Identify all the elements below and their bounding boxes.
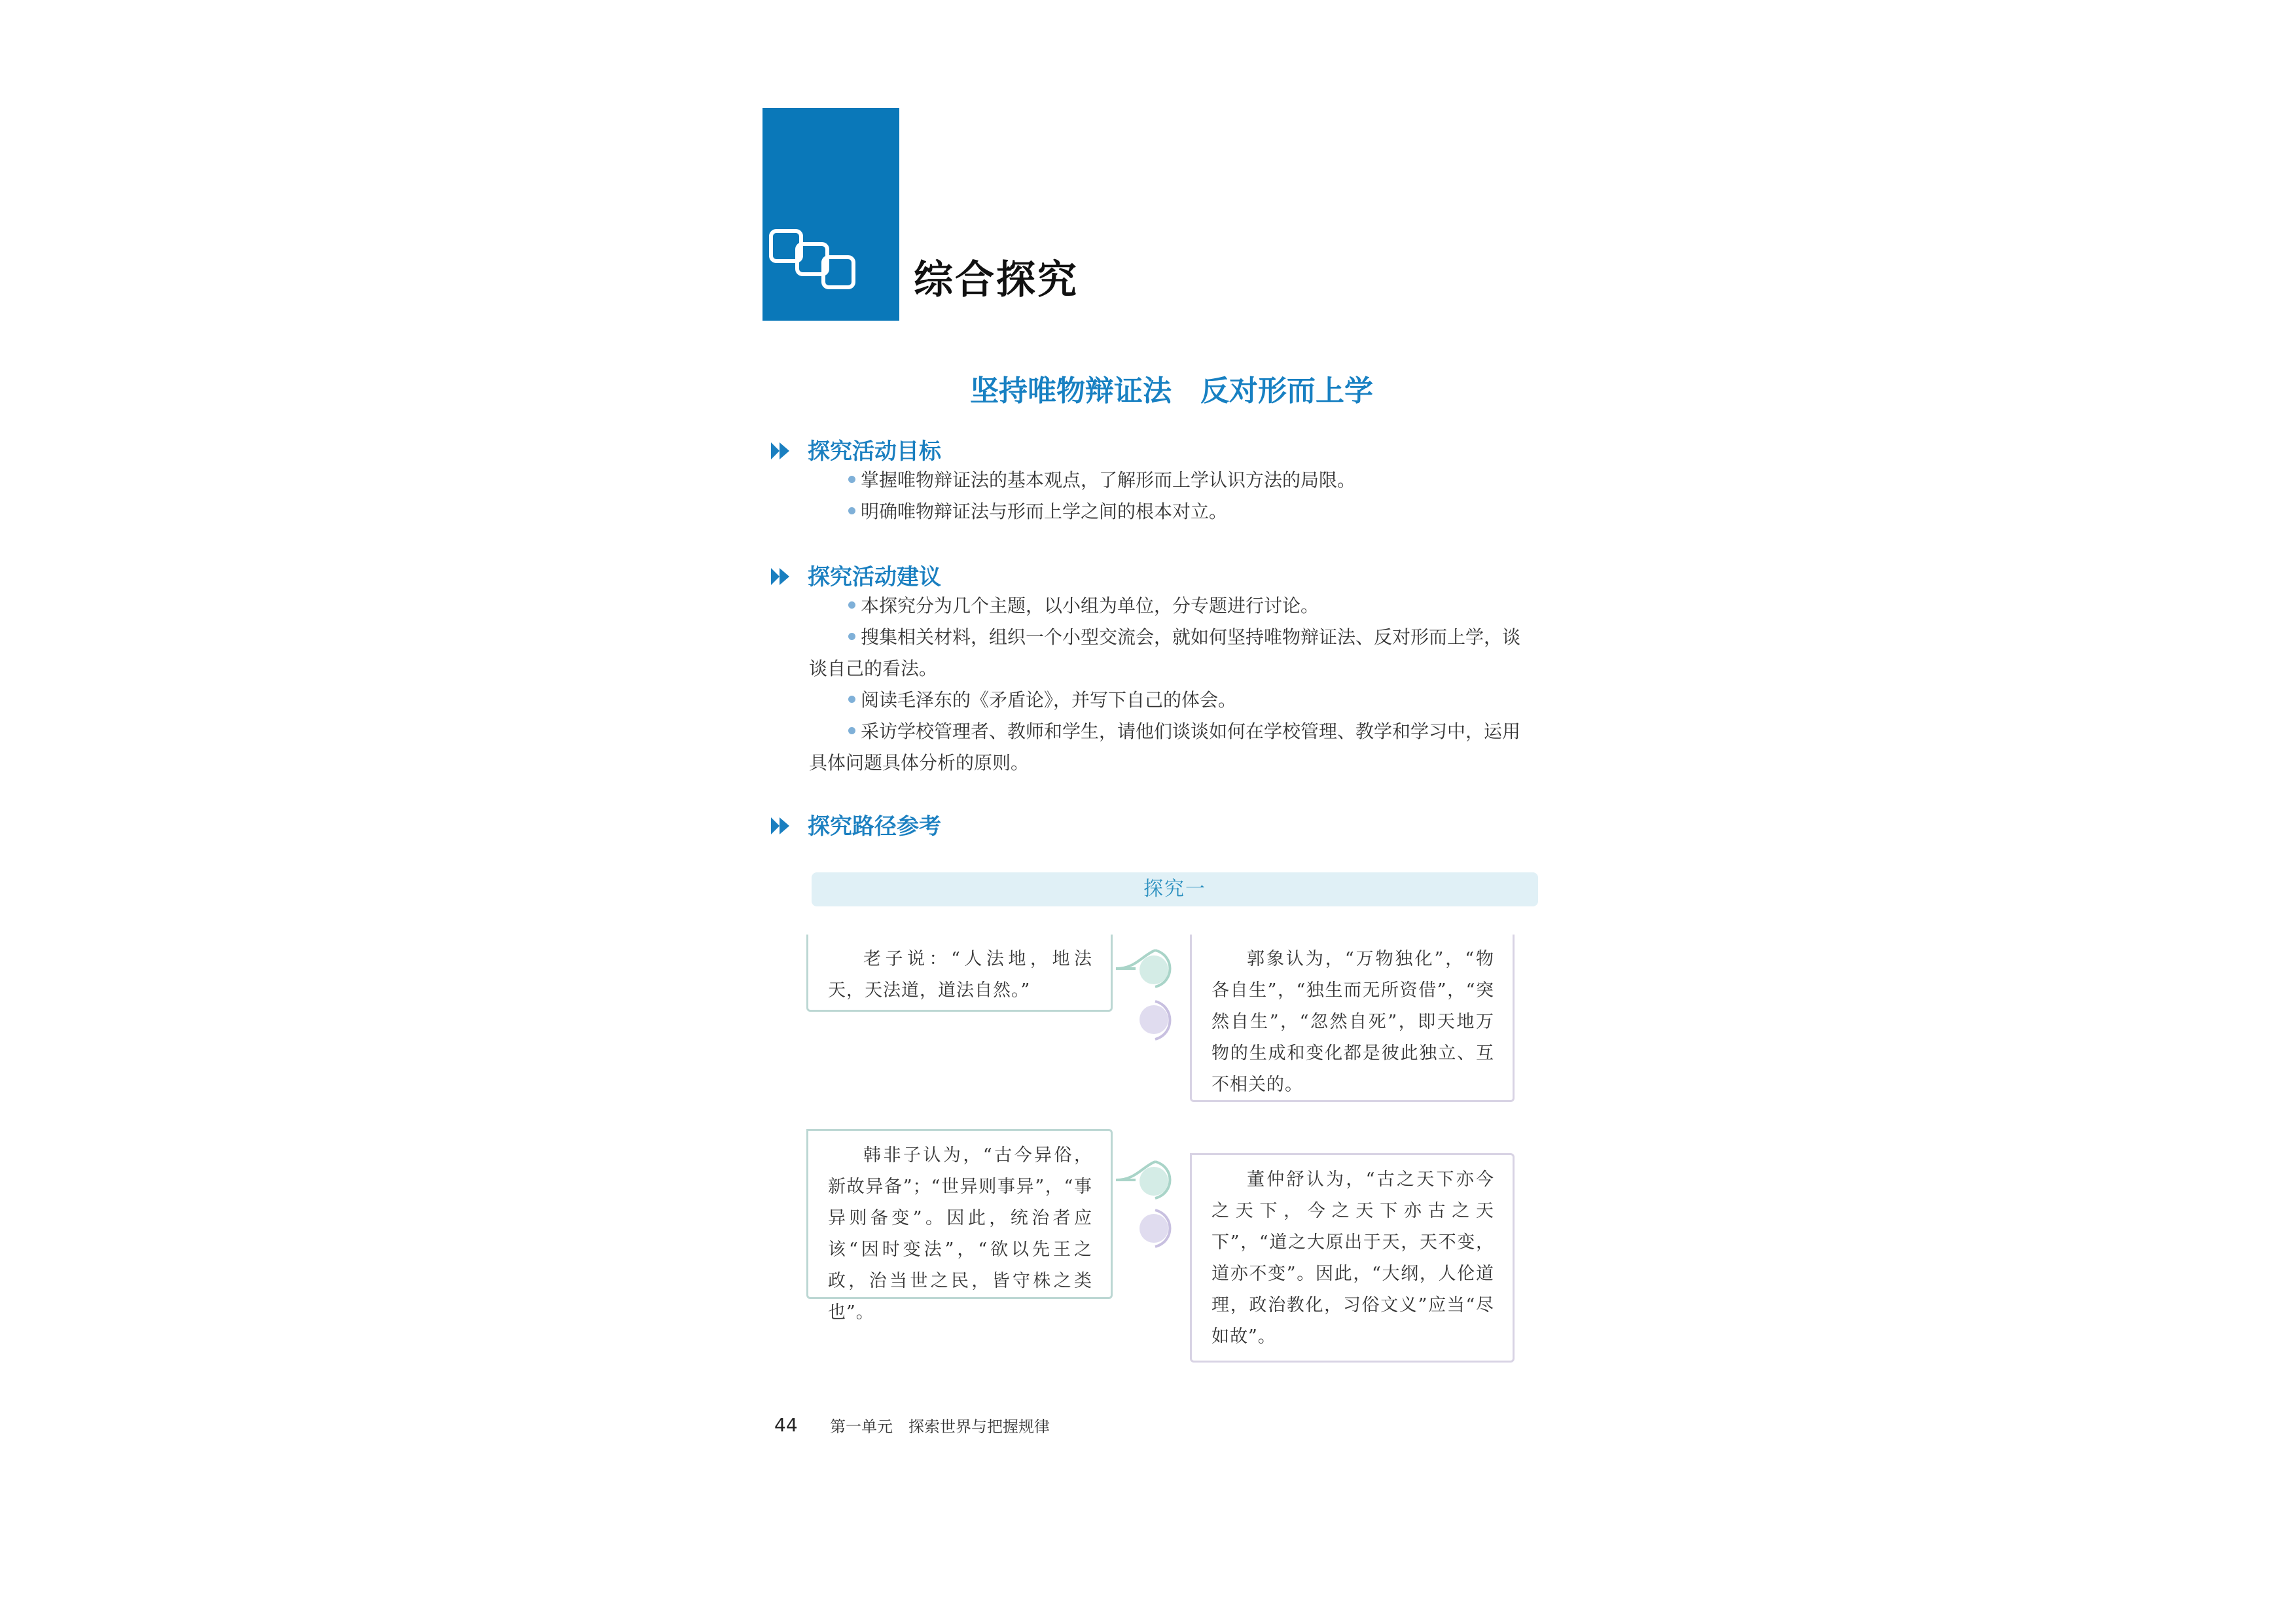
bullet-icon <box>848 727 855 734</box>
page-number: 44 <box>774 1414 798 1436</box>
double-arrow-icon <box>771 568 791 585</box>
list-item: 搜集相关材料，组织一个小型交流会，就如何坚持唯物辩证法、反对形而上学，谈谈自己的看法。 <box>809 626 1521 679</box>
bullet-icon <box>848 601 855 609</box>
quote-card: 韩非子认为，“古今异俗，新故异备”；“世异则事异”，“事异则备变”。因此，统治者应该“因时变法”，“欲以先王之政，治当世之民，皆守株之类也”。 <box>806 1129 1113 1299</box>
unit-title: 第一单元 探索世界与把握规律 <box>830 1418 1050 1436</box>
list-item: 采访学校管理者、教师和学生，请他们谈谈如何在学校管理、教学和学习中，运用具体问题具体分析的原则。 <box>809 721 1521 774</box>
double-arrow-icon <box>771 442 791 459</box>
bullet-icon <box>848 633 855 640</box>
double-arrow-icon <box>771 817 791 834</box>
section-title: 探究活动目标 <box>808 438 941 465</box>
quote-card: 老子说：“人法地，地法天，天法道，道法自然。” <box>806 935 1113 1012</box>
connector-ornament <box>1109 1155 1188 1253</box>
bullet-icon <box>848 507 855 514</box>
section-title: 探究路径参考 <box>808 813 941 840</box>
list-item: 明确唯物辩证法与形而上学之间的根本对立。 <box>809 496 1522 527</box>
list-item: 阅读毛泽东的《矛盾论》，并写下自己的体会。 <box>809 685 1522 716</box>
section-title: 探究活动建议 <box>808 564 941 590</box>
quote-card: 郭象认为，“万物独化”，“物各自生”，“独生而无所资借”，“突然自生”，“忽然自死”，即天地万物的生成和变化都是彼此独立、互不相关的。 <box>1190 935 1515 1102</box>
inquiry-label: 探究一 <box>1143 878 1206 901</box>
chapter-title: 综合探究 <box>914 257 1079 303</box>
connector-ornament <box>1109 942 1188 1047</box>
page-title: 坚持唯物辩证法 反对形而上学 <box>970 374 1373 408</box>
bullet-icon <box>848 696 855 703</box>
linked-squares-icon <box>766 226 877 311</box>
list-item: 掌握唯物辩证法的基本观点，了解形而上学认识方法的局限。 <box>809 465 1522 496</box>
bullet-icon <box>848 476 855 483</box>
list-item: 本探究分为几个主题，以小组为单位，分专题进行讨论。 <box>809 590 1522 622</box>
quote-card: 董仲舒认为，“古之天下亦今之天下，今之天下亦古之天下”，“道之大原出于天，天不变，道亦不变”。因此，“大纲，人伦道理，政治教化，习俗文义”应当“尽如故”。 <box>1190 1153 1515 1363</box>
